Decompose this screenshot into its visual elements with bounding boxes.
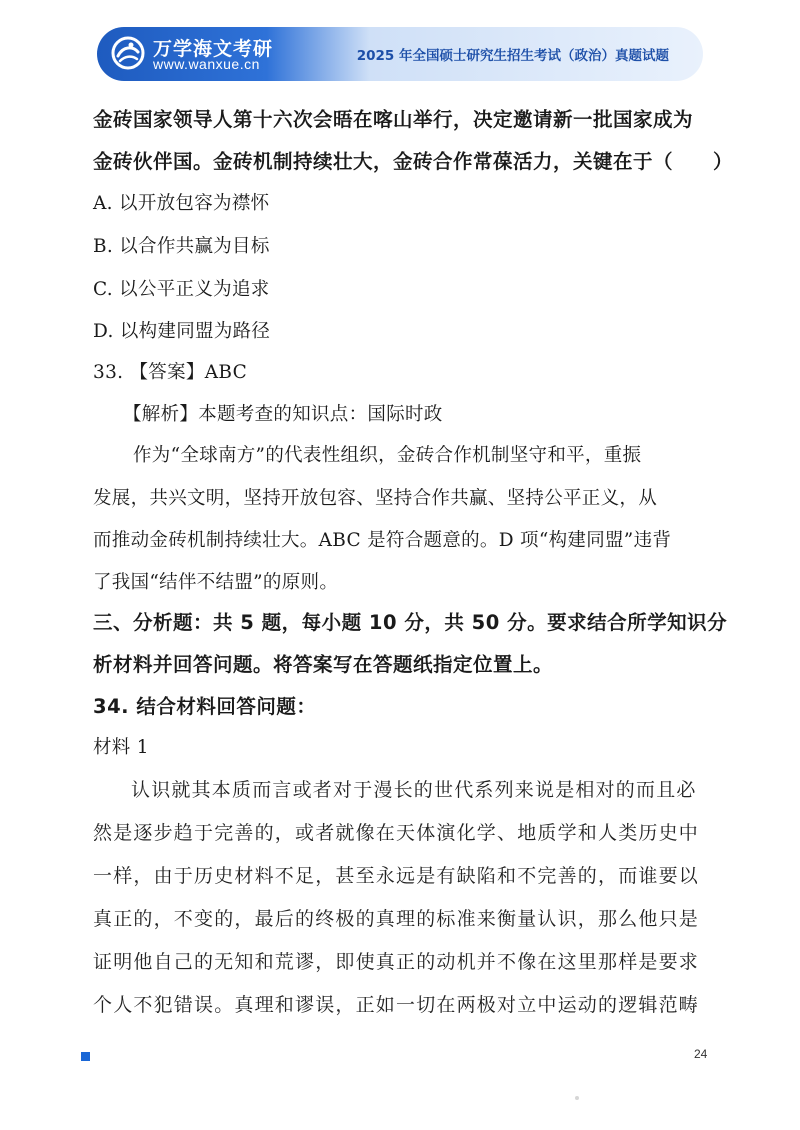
explanation-line: 了我国“结伴不结盟”的原则。 <box>93 572 339 593</box>
analysis-heading: 【解析】本题考查的知识点：国际时政 <box>123 404 443 425</box>
brand-url: www.wanxue.cn <box>153 56 260 72</box>
explanation-line: 而推动金砖机制持续壮大。ABC 是符合题意的。D 项“构建同盟”违背 <box>93 530 672 551</box>
material-text-line: 真正的，不变的，最后的终极的真理的标准来衡量认识，那么他只是 <box>93 908 700 930</box>
material-label: 材料 1 <box>93 737 149 758</box>
question-stem-line: 金砖伙伴国。金砖机制持续壮大，金砖合作常葆活力，关键在于（ ） <box>93 150 734 173</box>
explanation-line: 作为“全球南方”的代表性组织，金砖合作机制坚守和平，重振 <box>133 445 642 466</box>
brand-logo <box>111 34 301 74</box>
material-text-line: 一样，由于历史材料不足，甚至永远是有缺陷和不完善的，而谁要以 <box>93 865 700 887</box>
section-heading: 三、分析题：共 5 题，每小题 10 分，共 50 分。要求结合所学知识分 <box>93 611 728 634</box>
header-banner <box>97 27 703 81</box>
option-c: C. 以公平正义为追求 <box>93 279 270 300</box>
scan-dot <box>575 1096 579 1100</box>
material-text-line: 证明他自己的无知和荒谬，即使真正的动机并不像在这里那样是要求 <box>93 951 700 973</box>
question-title: 34. 结合材料回答问题： <box>93 695 317 718</box>
section-heading: 析材料并回答问题。将答案写在答题纸指定位置上。 <box>93 653 554 676</box>
question-stem-line: 金砖国家领导人第十六次会晤在喀山举行，决定邀请新一批国家成为 <box>93 108 694 131</box>
footer-marker <box>81 1052 90 1061</box>
answer-line: 33. 【答案】ABC <box>93 362 248 383</box>
material-text-line: 然是逐步趋于完善的，或者就像在天体演化学、地质学和人类历史中 <box>93 822 700 844</box>
brand-name: 万学海文考研 <box>153 38 274 60</box>
option-d: D. 以构建同盟为路径 <box>93 321 271 342</box>
material-text-line: 个人不犯错误。真理和谬误，正如一切在两极对立中运动的逻辑范畴 <box>93 994 700 1016</box>
page-number: 24 <box>694 1047 708 1061</box>
explanation-line: 发展，共兴文明，坚持开放包容、坚持合作共赢、坚持公平正义，从 <box>93 488 658 509</box>
option-b: B. 以合作共赢为目标 <box>93 236 270 257</box>
exam-title: 2025 年全国硕士研究生招生考试（政治）真题试题 <box>356 48 669 64</box>
material-text-line: 认识就其本质而言或者对于漫长的世代系列来说是相对的而且必 <box>131 779 697 801</box>
brand-logo-icon <box>111 36 145 70</box>
option-a: A. 以开放包容为襟怀 <box>93 193 270 214</box>
